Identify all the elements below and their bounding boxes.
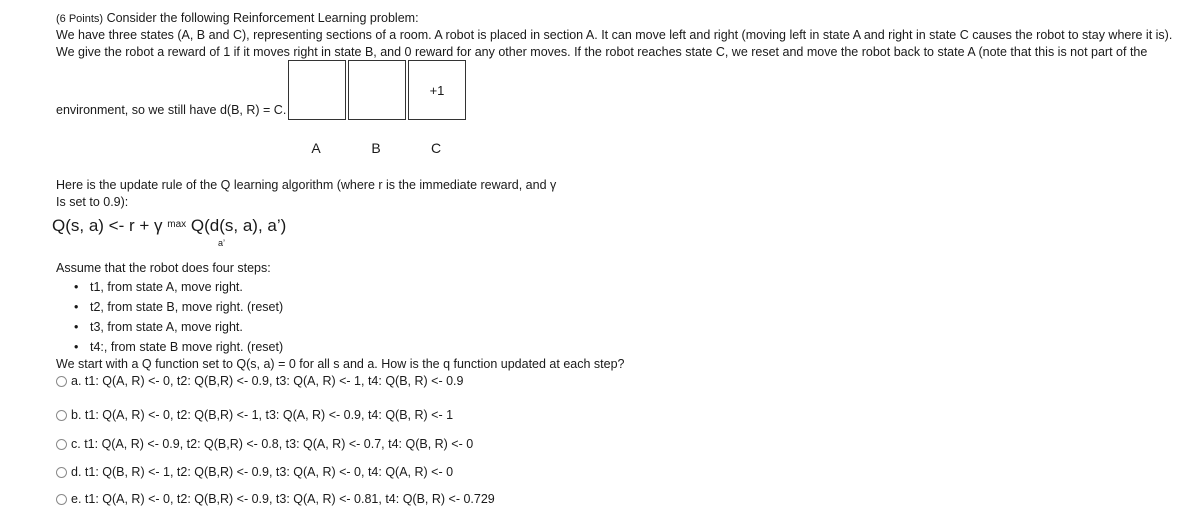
formula-main: Q(s, a) <- r + γ	[52, 216, 163, 235]
q-update-formula	[52, 216, 287, 248]
formula-max: max	[167, 219, 187, 230]
assume-text: Assume that the robot does four steps:	[56, 261, 271, 275]
state-box-b	[348, 60, 406, 120]
radio-button[interactable]	[56, 467, 67, 478]
points-label: (6 Points)	[56, 13, 104, 25]
steps-list	[74, 277, 283, 357]
state-box-a	[288, 60, 346, 120]
option-c[interactable]: c. t1: Q(A, R) <- 0.9, t2: Q(B,R) <- 0.8, t3: Q(A, R) <- 0.7, t4: Q(B, R) <- 0	[56, 436, 473, 453]
state-box-c	[408, 60, 466, 120]
update-rule-text-2: Is set to 0.9):	[56, 195, 129, 209]
list-item: • t1, from state A, move right.	[74, 280, 243, 294]
radio-button[interactable]	[56, 376, 67, 387]
radio-button[interactable]	[56, 410, 67, 421]
formula-rest: Q(d(s, a), a’)	[190, 216, 287, 235]
option-a[interactable]: a. t1: Q(A, R) <- 0, t2: Q(B,R) <- 0.9, t3: Q(A, R) <- 1, t4: Q(B, R) <- 0.9	[56, 373, 463, 390]
update-rule-text-1: Here is the update rule of the Q learning algorithm (where r is the immediate reward, and γ	[56, 178, 557, 192]
question-header	[56, 10, 419, 28]
radio-button[interactable]	[56, 494, 67, 505]
list-item: • t4:, from state B move right. (reset)	[74, 340, 284, 354]
question-text-line-2: We have three states (A, B and C), representing sections of a room. A robot is placed in section A. It can move left and right (moving left in state A and right in state C causes the robot to stay where it is).	[56, 28, 1173, 42]
list-item: • t3, from state A, move right.	[74, 320, 243, 334]
state-label-b: B	[371, 140, 381, 156]
option-b[interactable]: b. t1: Q(A, R) <- 0, t2: Q(B,R) <- 1, t3: Q(A, R) <- 0.9, t4: Q(B, R) <- 1	[56, 407, 453, 424]
option-e[interactable]: e. t1: Q(A, R) <- 0, t2: Q(B,R) <- 0.9, t3: Q(A, R) <- 0.81, t4: Q(B, R) <- 0.729	[56, 491, 495, 508]
formula-subscript: a’	[218, 238, 226, 248]
start-text: We start with a Q function set to Q(s, a) = 0 for all s and a. How is the q function updated at each step?	[56, 357, 625, 371]
list-item: • t2, from state B, move right. (reset)	[74, 300, 284, 314]
reward-label: +1	[429, 83, 445, 98]
radio-button[interactable]	[56, 439, 67, 450]
state-label-c: C	[430, 140, 442, 156]
question-intro: Consider the following Reinforcement Learning problem:	[106, 11, 419, 25]
question-text-line-3: We give the robot a reward of 1 if it moves right in state B, and 0 reward for any other moves. If the robot reaches state C, we reset and move the robot back to state A (note that this is not part of the	[56, 45, 1148, 59]
option-d[interactable]: d. t1: Q(B, R) <- 1, t2: Q(B,R) <- 0.9, t3: Q(A, R) <- 0, t4: Q(A, R) <- 0	[56, 464, 453, 481]
state-label-a: A	[311, 140, 321, 156]
question-text-line-4: environment, so we still have d(B, R) = C.	[56, 103, 287, 117]
